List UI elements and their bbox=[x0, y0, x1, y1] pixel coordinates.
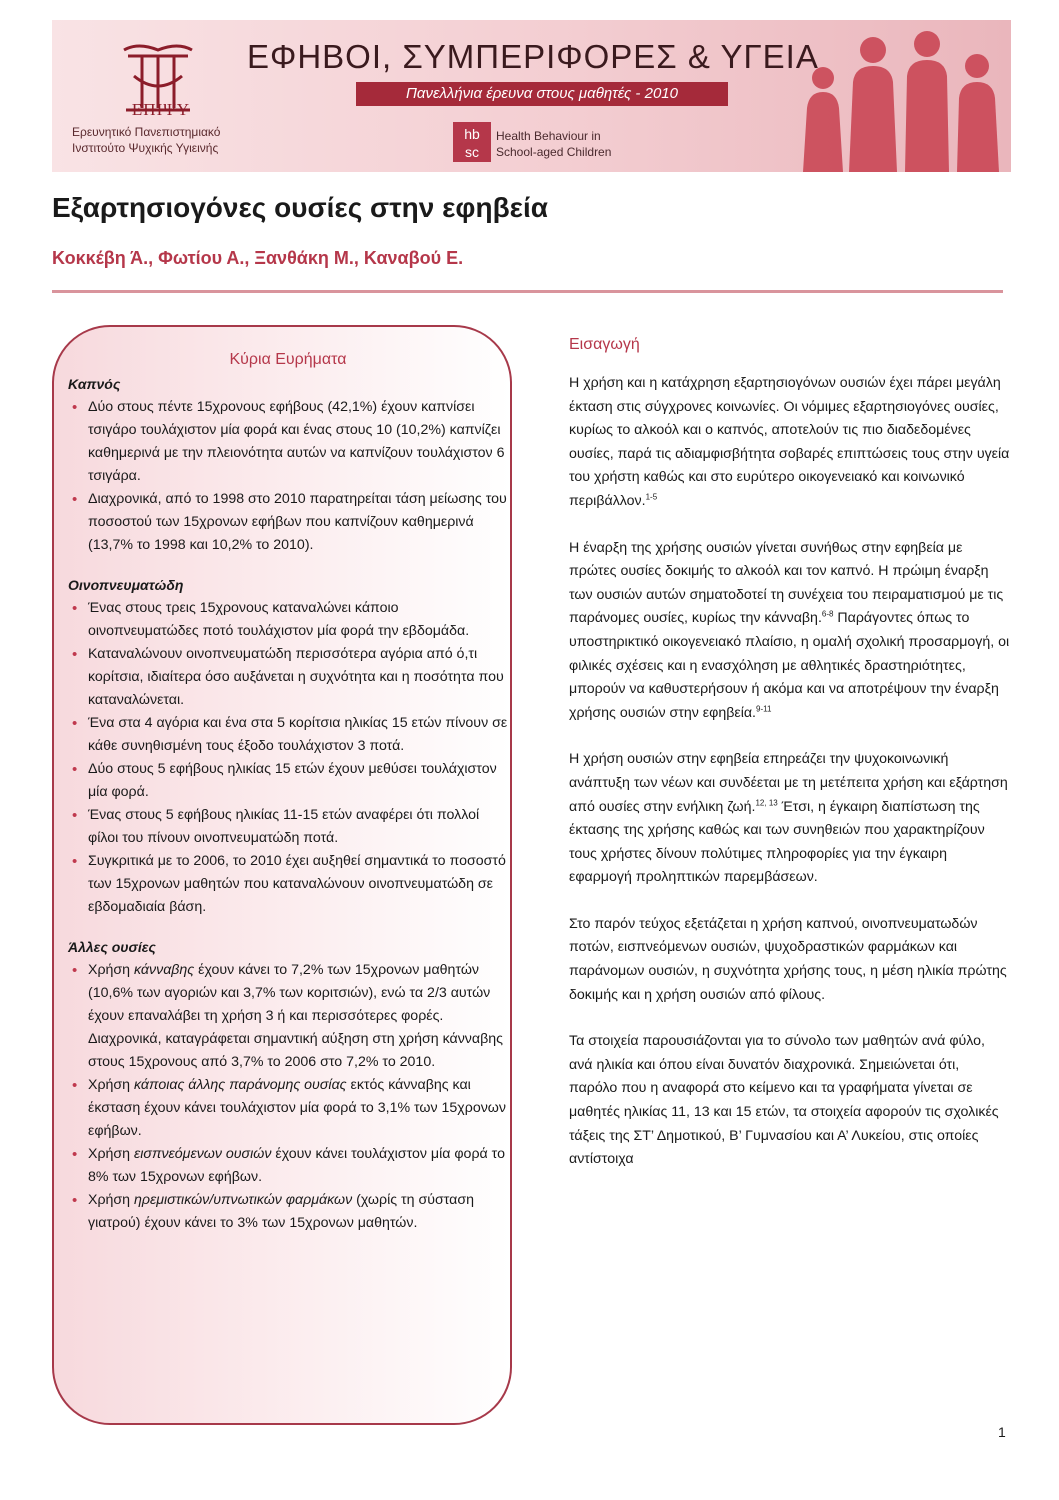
text: Παράγοντες όπως το υποστηρικτικό οικογενειακό πλαίσιο, η ομαλή σχολική προσαρμογή, οι φιλικές σχέσεις και η ενασχόληση με αθλητικές δραστηριότητες, μπορούν να καθυστερήσουν ή ακόμα και να αποτρέψουν την έναρξη χρήσης ουσιών στην εφηβεία. bbox=[569, 610, 1010, 721]
text: έχουν κάνει το 7,2% των 15χρονων μαθητών (10,6% των αγοριών και 3,7% των κοριτσιών), ενώ τα 2/3 αυτών έχουν επαναλάβει τη χρήση 3 ή και περισσότερες φορές. Διαχρονικά, καταγράφεται σημαντική αύξηση στη χρήση κάνναβης στους 15χρονους από 3,7% το 2006 στο 7,2% το 2010. bbox=[88, 962, 503, 1070]
list-item: • Ένα στα 4 αγόρια και ένα στα 5 κορίτσια ηλικίας 15 ετών πίνουν σε κάθε συνηθισμένη τους έξοδο τουλάχιστον 3 ποτά. bbox=[68, 712, 508, 758]
reference: 6-8 bbox=[821, 609, 834, 619]
text: Χρήση bbox=[88, 1146, 135, 1162]
title-divider bbox=[52, 290, 1003, 293]
text: Χρήση bbox=[88, 1192, 135, 1208]
hbsc-line-2: School-aged Children bbox=[496, 145, 612, 159]
list-item bbox=[68, 959, 508, 1074]
smoking-heading: Καπνός bbox=[68, 376, 121, 392]
reference: 1-5 bbox=[645, 492, 658, 502]
logo-name: ΕΠΙΨΥ bbox=[131, 100, 191, 119]
svg-text:sc: sc bbox=[465, 144, 479, 160]
list-item: • Ένας στους 5 εφήβους ηλικίας 11-15 ετών αναφέρει ότι πολλοί φίλοι του πίνουν οινοπνευματώδη ποτά. bbox=[68, 804, 508, 850]
paragraph bbox=[569, 372, 1011, 514]
header-banner bbox=[52, 20, 1011, 172]
introduction-heading: Εισαγωγή bbox=[569, 336, 640, 353]
banner-title: ΕΦΗΒΟΙ, ΣΥΜΠΕΡΙΦΟΡΕΣ & ΥΓΕΙΑ bbox=[247, 38, 819, 75]
list-item: • Συγκριτικά με το 2006, το 2010 έχει αυξηθεί σημαντικά το ποσοστό των 15χρονων μαθητών που καταναλώνουν οινοπνευματώδη σε εβδομαδιαία βάση. bbox=[68, 850, 508, 919]
reference: 9-11 bbox=[756, 703, 772, 713]
emphasis: εισπνεόμενων ουσιών bbox=[134, 1146, 272, 1162]
introduction-column bbox=[569, 336, 1011, 1195]
text: Η χρήση ουσιών στην εφηβεία επηρεάζει την ψυχοκοινωνική ανάπτυξη των νέων και συνδέεται με τη μετέπειτα χρήση και εξάρτηση από ουσίες στην ενήλικη ζωή. bbox=[569, 751, 1008, 815]
page-number: 1 bbox=[998, 1424, 1006, 1440]
list-item: • Ένας στους τρεις 15χρονους καταναλώνει κάποιο οινοπνευματώδες ποτό τουλάχιστον μία φορά την εβδομάδα. bbox=[68, 597, 508, 643]
paragraph bbox=[569, 748, 1011, 890]
text: εκτός κάνναβης και έκσταση έχουν κάνει τουλάχιστον μία φορά το 3,1% των 15χρονων εφήβων. bbox=[88, 1077, 506, 1139]
emphasis: ηρεμιστικών/υπνωτικών φαρμάκων bbox=[134, 1192, 353, 1208]
paragraph: Τα στοιχεία παρουσιάζονται για το σύνολο των μαθητών ανά φύλο, ανά ηλικία και όπου είναι δυνατόν διαχρονικά. Σημειώνεται ότι, παρόλο που η αναφορά στο κείμενο και τα γραφήματα γίνεται σε μαθητές ηλικίας 11, 13 και 15 ετών, τα στοιχεία αφορούν τις σχολικές τάξεις της ΣΤ’ Δημοτικού, Β’ Γυμνασίου και Α’ Λυκείου, στις οποίες αντίστοιχα bbox=[569, 1033, 999, 1168]
key-findings-title: Κύρια Ευρήματα bbox=[229, 351, 347, 368]
hbsc-line-1: Health Behaviour in bbox=[496, 129, 601, 143]
paragraph bbox=[569, 537, 1011, 726]
list-item: • Καταναλώνουν οινοπνευματώδη περισσότερα αγόρια από ό,τι κορίτσια, ιδιαίτερα όσο αυξάνεται η συχνότητα και η ποσότητα που καταναλώνεται. bbox=[68, 643, 508, 712]
authors: Κοκκέβη Ά., Φωτίου Α., Ξανθάκη Μ., Καναβού Ε. bbox=[52, 248, 464, 268]
svg-text:hb: hb bbox=[464, 126, 480, 142]
list-item bbox=[68, 1189, 508, 1235]
text: Η χρήση και η κατάχρηση εξαρτησιογόνων ουσιών έχει πάρει μεγάλη έκταση στις σύγχρονες κοινωνίες. Οι νόμιμες εξαρτησιογόνες ουσίες, κυρίως το αλκοόλ και ο καπνός, αποτελούν τις πιο διαδεδομένες ουσίες, παρά τις αδιαμφισβήτητα σοβαρές επιπτώσεις τους στην υγεία του χρήστη καθώς και στο ευρύτερο οικογενειακό και κοινωνικό περιβάλλον. bbox=[569, 375, 1010, 509]
page-title: Εξαρτησιογόνες ουσίες στην εφηβεία bbox=[52, 192, 548, 223]
text: Χρήση bbox=[88, 1077, 135, 1093]
list-item: • Δύο στους πέντε 15χρονους εφήβους (42,1%) έχουν καπνίσει τσιγάρο τουλάχιστον μία φορά και ένας στους 10 (10,2%) καπνίζει καθημερινά με την πλειονότητα αυτών να καπνίζουν τουλάχιστον 6 τσιγάρα. bbox=[68, 396, 508, 488]
other-substances-list bbox=[68, 959, 508, 1235]
list-item: • Δύο στους 5 εφήβους ηλικίας 15 ετών έχουν μεθύσει τουλάχιστον μία φορά. bbox=[68, 758, 508, 804]
text: Η έναρξη της χρήσης ουσιών γίνεται συνήθως στην εφηβεία με πρώτες ουσίες δοκιμής το αλκοόλ και τον καπνό. Η πρώιμη έναρξη των ουσιών αυτών σηματοδοτεί τη συνέχεια του πειραματισμού με τις παράνομες ουσίες, κυρίως την κάνναβη. bbox=[569, 539, 1004, 627]
text: (χωρίς τη σύσταση γιατρού) έχουν κάνει το 3% των 15χρονων μαθητών. bbox=[88, 1192, 474, 1231]
banner-subtitle: Πανελλήνια έρευνα στους μαθητές - 2010 bbox=[356, 82, 728, 106]
paragraph: Στο παρόν τεύχος εξετάζεται η χρήση καπνού, οινοπνευματωδών ποτών, εισπνεόμενων ουσιών, ψυχοδραστικών φαρμάκων και παράνομων ουσιών, η συχνότητα χρήσης τους, η μέση ηλικία πρώτης δοκιμής και η χρήση ουσιών από φίλους. bbox=[569, 915, 1007, 1003]
reference: 12, 13 bbox=[755, 797, 778, 807]
list-item bbox=[68, 1143, 508, 1189]
key-findings-box bbox=[52, 325, 512, 1425]
smoking-list bbox=[68, 396, 508, 557]
emphasis: κάνναβης bbox=[134, 962, 195, 978]
text: Χρήση bbox=[88, 962, 135, 978]
institute-line-2: Ινστιτούτο Ψυχικής Υγιεινής bbox=[72, 141, 219, 155]
alcohol-list bbox=[68, 597, 508, 919]
text: Έτσι, η έγκαιρη διαπίστωση της έκτασης της χρήσης καθώς και των συνηθειών που χαρακτηρίζουν τους χρήστες δίνουν πολύτιμες πληροφορίες για την έγκαιρη εφαρμογή προληπτικών παρεμβάσεων. bbox=[569, 798, 985, 886]
other-substances-heading: Άλλες ουσίες bbox=[68, 939, 156, 955]
text: έχουν κάνει τουλάχιστον μία φορά το 8% των 15χρονων εφήβων. bbox=[88, 1146, 505, 1185]
list-item bbox=[68, 1074, 508, 1143]
institute-line-1: Ερευνητικό Πανεπιστημιακό bbox=[72, 125, 221, 139]
list-item: • Διαχρονικά, από το 1998 στο 2010 παρατηρείται τάση μείωσης του ποσοστού των 15χρονων εφήβων που καπνίζουν καθημερινά (13,7% το 1998 και 10,2% το 2010). bbox=[68, 488, 508, 557]
alcohol-heading: Οινοπνευματώδη bbox=[68, 577, 184, 593]
hbsc-name bbox=[496, 128, 611, 160]
hbsc-logo-icon bbox=[453, 122, 491, 162]
institute-name bbox=[72, 124, 220, 156]
emphasis: κάποιας άλλης παράνομης ουσίας bbox=[134, 1077, 347, 1093]
